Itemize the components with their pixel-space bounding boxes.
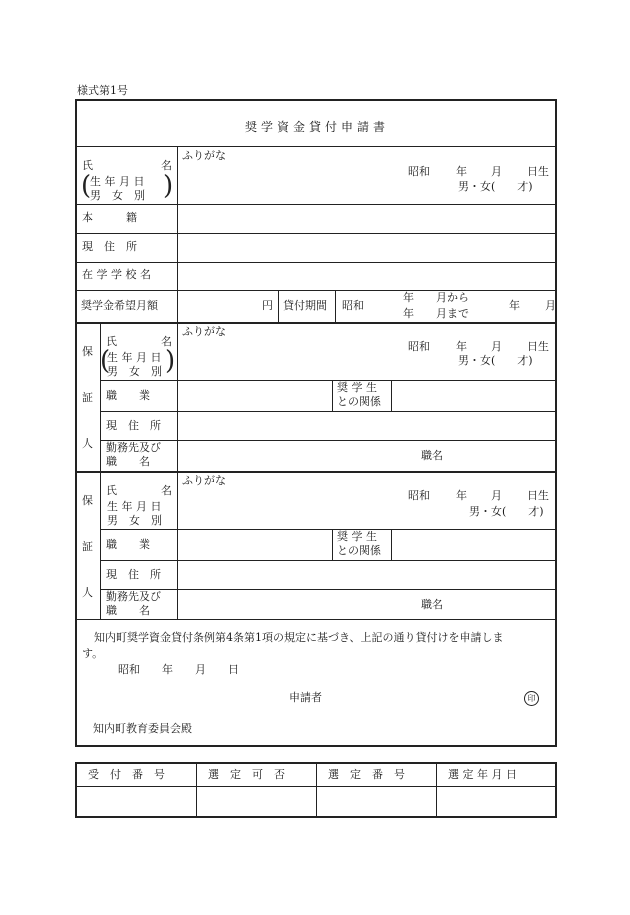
applicant-furigana: ふりがな: [182, 149, 226, 162]
school-label: 在 学 学 校 名: [82, 268, 151, 281]
divider: [76, 146, 556, 147]
applicant-birth-label: 生 年 月 日: [90, 175, 145, 188]
domicile-label: 本 籍: [82, 211, 137, 224]
amount-label: 奨学金希望月額: [81, 299, 158, 312]
guarantor2-side-3: 人: [82, 586, 93, 599]
address-label: 現 住 所: [82, 240, 137, 253]
office-header-selection-date: 選 定 年 月 日: [448, 768, 517, 781]
application-date: 昭和 年 月 日: [118, 663, 239, 676]
office-header-selection: 選 定 可 否: [208, 768, 285, 781]
applicant-sex-label: 男 女 別: [90, 189, 145, 202]
declaration-text: 知内町奨学資金貸付条例第4条第1項の規定に基づき、上記の通り貸付けを申請しま: [94, 631, 504, 644]
recipient: 知内町教育委員会殿: [93, 722, 192, 735]
form-title: 奨学資金貸付申請書: [245, 120, 390, 134]
office-header-selection-no: 選 定 番 号: [328, 768, 405, 781]
guarantor2-side-1: 保: [82, 494, 93, 507]
guarantor2-side-2: 証: [82, 540, 93, 553]
applicant-name-label: 氏: [82, 159, 93, 172]
guarantor1-side-2: 証: [82, 391, 93, 404]
applicant-signature-label: 申請者: [289, 691, 322, 704]
seal-icon: 印: [524, 691, 539, 706]
period-label: 貸付期間: [283, 299, 327, 312]
applicant-sex-age: 男・女( 才): [458, 180, 533, 193]
guarantor1-side-1: 保: [82, 345, 93, 358]
form-number: 様式第1号: [77, 84, 128, 97]
guarantor1-side-3: 人: [82, 437, 93, 450]
office-header-receipt-no: 受 付 番 号: [88, 768, 165, 781]
